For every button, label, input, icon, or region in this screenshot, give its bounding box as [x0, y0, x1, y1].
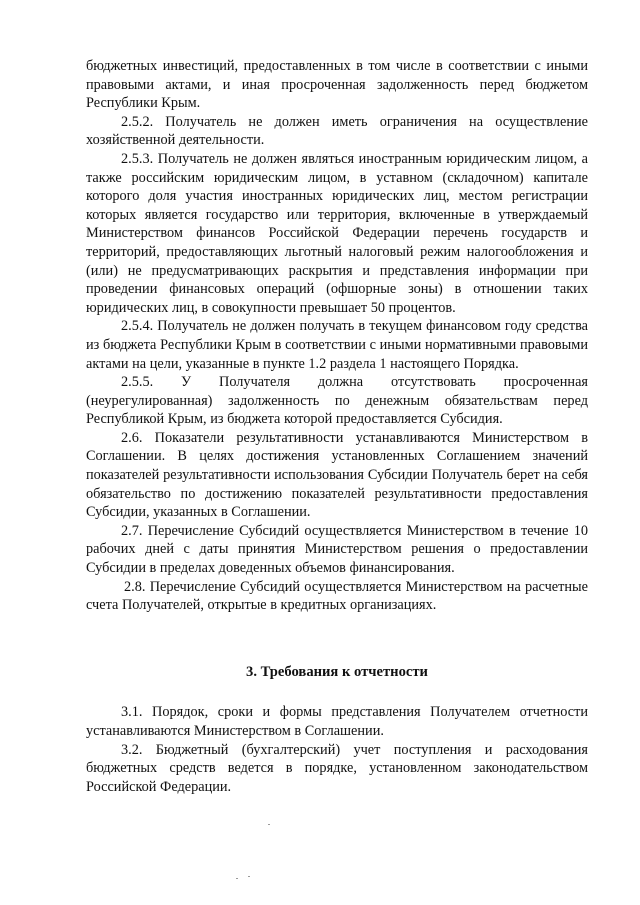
paragraph-2-5-3: 2.5.3. Получатель не должен являться иностранным юридическим лицом, а также российским юридическим лицом, в уставном (складочном) капитале которого доля участия иностранных юридических лиц, местом регистрации которых является государство или территория, включенные в утверждаемый Министерством финансов Российской Федерации перечень государств и территорий, предоставляющих льготный налоговый режим налогообложения и (или) не предусматривающих раскрытия и представления информации при проведении финансовых операций (офшорные зоны) в отношении таких юридических лиц, в совокупности превышает 50 процентов.: [86, 150, 588, 316]
scan-artifact: [248, 876, 250, 877]
paragraph-2-5-5: 2.5.5. У Получателя должна отсутствовать просроченная (неурегулированная) задолженность по денежным обязательствам перед Республикой Крым, из бюджета которой предоставляется Субсидия.: [86, 374, 588, 428]
paragraph-2-8: 2.8. Перечисление Субсидий осуществляется Министерством на расчетные счета Получателей, открытые в кредитных организациях.: [86, 578, 588, 614]
paragraph-3-1: 3.1. Порядок, сроки и формы представления Получателем отчетности устанавливаются Министерством в Соглашении.: [86, 704, 588, 739]
scan-artifact: [236, 878, 238, 879]
paragraph-2-5-2: 2.5.2. Получатель не должен иметь ограничения на осуществление хозяйственной деятельности.: [86, 113, 588, 149]
paragraph-2-5-4: 2.5.4. Получатель не должен получать в текущем финансовом году средства из бюджета Республики Крым в соответствии с иными нормативными правовыми актами на цели, указанные в пункте 1.2 раздела 1 настоящего Порядка.: [86, 318, 588, 372]
section-spacer: [86, 615, 588, 663]
scan-artifact: [268, 824, 270, 825]
paragraph-2-7: 2.7. Перечисление Субсидий осуществляется Министерством в течение 10 рабочих дней с даты принятия Министерством решения о предоставлении Субсидии в пределах доведенных объемов финансирования.: [86, 522, 588, 577]
paragraph-continuation: бюджетных инвестиций, предоставленных в том числе в соответствии с иными правовыми актами, и иная просроченная задолженность перед бюджетом Республики Крым.: [86, 58, 588, 112]
paragraph-2-6: 2.6. Показатели результативности устанавливаются Министерством в Соглашении. В целях достижения установленных Соглашением значений показателей результативности использования Субсидии Получатель берет на себя обязательство по достижению показателей результативности предоставления Субсидии, указанных в Соглашении.: [86, 429, 588, 521]
paragraph-3-2: 3.2. Бюджетный (бухгалтерский) учет поступления и расходования бюджетных средств ведется в порядке, установленном законодательством Российской Федерации.: [86, 741, 588, 795]
section-3-heading: 3. Требования к отчетности: [246, 663, 428, 680]
document-body: [86, 57, 588, 796]
